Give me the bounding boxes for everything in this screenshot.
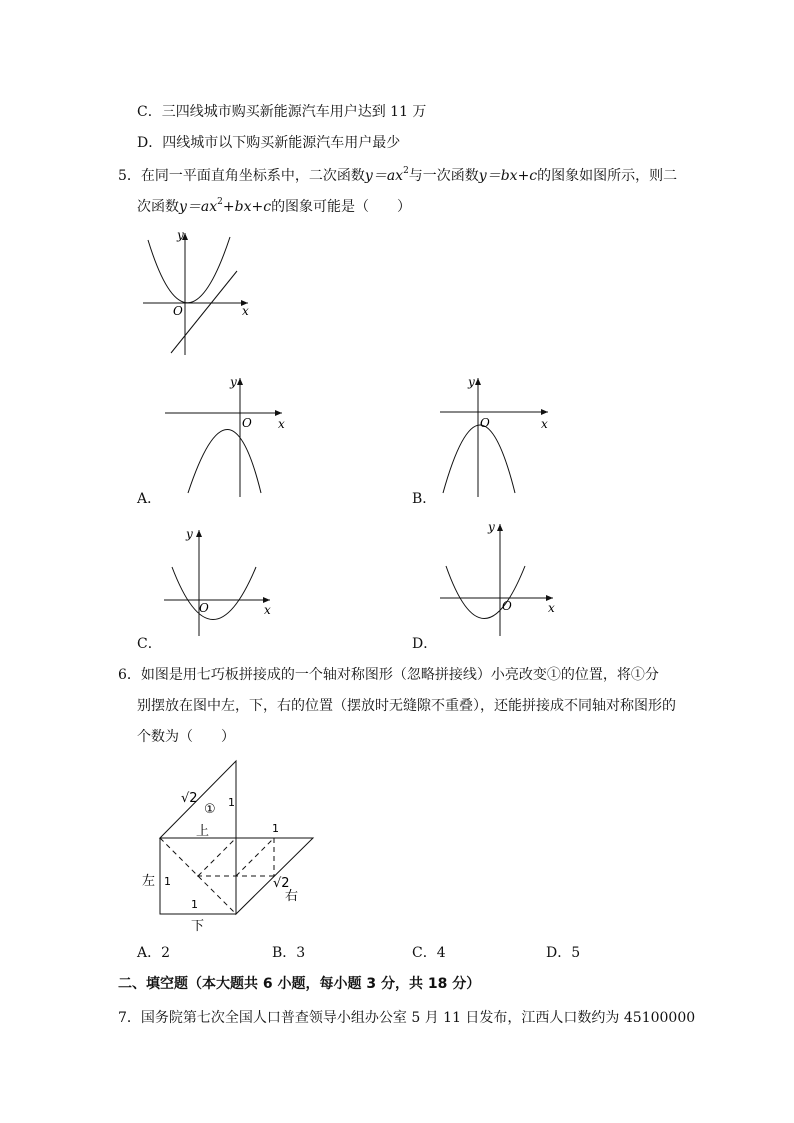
label-up: 上	[196, 824, 210, 839]
q5-option-c-graph	[162, 522, 280, 640]
origin-label: O	[173, 304, 183, 318]
q6-stem-line-1: 6．如图是用七巧板拼接成的一个轴对称图形（忽略拼接线）小亮改变①的位置，将①分	[118, 667, 659, 683]
label-left: 左	[142, 874, 156, 889]
origin-label: O	[242, 416, 252, 430]
axis-y-label: y	[186, 527, 193, 541]
label-circle-1: ①	[204, 802, 216, 817]
q5-option-b-label[interactable]: B．	[412, 491, 437, 507]
axis-x-label: x	[541, 417, 548, 431]
label-one-vertical: 1	[228, 796, 235, 809]
axis-y-label: y	[177, 228, 184, 242]
label-sqrt2-top: √2	[181, 791, 198, 806]
parabola-curve	[446, 566, 525, 619]
q5-option-a-label[interactable]: A．	[137, 491, 162, 507]
label-sqrt2-right: √2	[273, 876, 290, 891]
q6-option-d[interactable]: D．5	[546, 945, 581, 961]
tangram-figure	[138, 755, 328, 937]
q5-option-b-graph	[438, 372, 556, 500]
q6-stem-line-2: 别摆放在图中左，下，右的位置（摆放时无缝隙不重叠），还能拼接成不同轴对称图形的	[137, 698, 676, 714]
axis-y-label: y	[488, 520, 495, 534]
section-2-heading: 二、填空题（本大题共 6 小题，每小题 3 分，共 18 分）	[118, 976, 481, 992]
axis-x-label: x	[264, 603, 271, 617]
axis-y-label: y	[230, 375, 237, 389]
parabola-curve	[148, 237, 230, 303]
q5-option-c-label[interactable]: C．	[137, 636, 162, 652]
origin-label: O	[502, 599, 512, 613]
q6-option-c[interactable]: C．4	[412, 945, 446, 961]
q6-stem-line-3: 个数为（ ）	[137, 729, 235, 745]
q5-stem-line-2: 次函数$y=ax^2+bx+c$的图象可能是（ ）	[137, 197, 412, 215]
axis-x-label: x	[242, 304, 249, 318]
q5-option-d-label[interactable]: D．	[412, 636, 438, 652]
parabola-curve	[172, 567, 256, 620]
label-one-bottom: 1	[191, 898, 198, 911]
parabola-curve	[188, 430, 261, 494]
q5-option-d-graph	[438, 516, 560, 640]
label-right: 右	[285, 889, 299, 904]
q6-option-a[interactable]: A．2	[137, 945, 171, 961]
label-down: 下	[191, 919, 205, 934]
origin-label: O	[199, 601, 209, 615]
q5-option-a-graph	[160, 372, 290, 500]
axis-x-label: x	[548, 601, 555, 615]
parabola-curve	[443, 425, 515, 493]
axis-x-label: x	[278, 417, 285, 431]
q5-stem-line-1: 5．在同一平面直角坐标系中，二次函数$y=ax^2$与一次函数y＝bx+c的图象如图所示，则二	[118, 166, 678, 184]
q4-option-d: D．四线城市以下购买新能源汽车用户最少	[137, 135, 401, 151]
axis-y-label: y	[468, 375, 475, 389]
q7-stem-line-1: 7．国务院第七次全国人口普查领导小组办公室 5 月 11 日发布，江西人口数约为 45100000	[118, 1010, 696, 1026]
label-one-left: 1	[164, 875, 171, 888]
origin-label: O	[480, 416, 490, 430]
label-one-top-right: 1	[272, 822, 279, 835]
q4-option-c: C．三四线城市购买新能源汽车用户达到 11 万	[137, 104, 427, 120]
tangram-dashed-lines	[160, 838, 274, 914]
q6-option-b[interactable]: B．3	[272, 945, 306, 961]
q5-reference-figure	[135, 225, 255, 360]
